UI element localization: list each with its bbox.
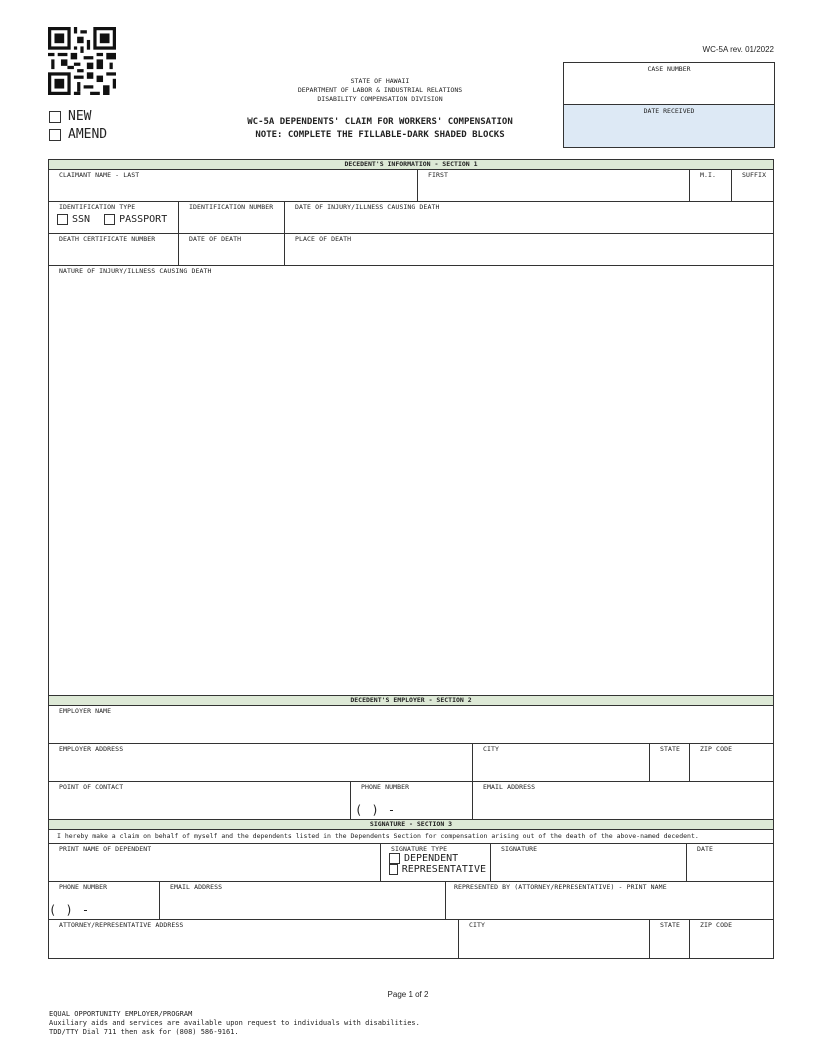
- dependent-row: [49, 844, 773, 882]
- agency-division: DISABILITY COMPENSATION DIVISION: [317, 95, 443, 103]
- case-number-field[interactable]: [564, 63, 774, 105]
- death-cert-field[interactable]: [49, 234, 179, 265]
- suffix-field[interactable]: [732, 170, 773, 201]
- employer-name-field[interactable]: [49, 706, 773, 743]
- signature-type-label: SIGNATURE TYPE: [391, 845, 448, 853]
- death-row: [49, 234, 773, 266]
- claim-form: [48, 159, 774, 959]
- amend-checkbox[interactable]: [49, 129, 61, 141]
- death-date-field[interactable]: [179, 234, 285, 265]
- mi-field[interactable]: [690, 170, 732, 201]
- injury-date-field[interactable]: [285, 202, 773, 233]
- amend-label: AMEND: [68, 127, 108, 142]
- employer-address-field[interactable]: [49, 744, 473, 781]
- attorney-city-field[interactable]: [459, 920, 650, 958]
- claim-statement: I hereby make a claim on behalf of myself and the dependents listed in the Dependents Section for compensation arising out of the death of the above-named decedent.: [49, 830, 773, 844]
- signature-field[interactable]: [491, 844, 687, 881]
- death-place-label: PLACE OF DEATH: [295, 235, 352, 243]
- id-number-field[interactable]: [179, 202, 285, 233]
- new-checkbox[interactable]: [49, 111, 61, 123]
- dependent-phone-field[interactable]: [49, 882, 160, 919]
- print-name-label: PRINT NAME OF DEPENDENT: [59, 845, 152, 853]
- suffix-label: SUFFIX: [742, 171, 767, 179]
- passport-checkbox[interactable]: [104, 214, 115, 225]
- nature-field[interactable]: [49, 266, 773, 695]
- print-name-field[interactable]: [49, 844, 381, 881]
- amend-checkbox-row[interactable]: [49, 127, 107, 142]
- ssn-checkbox[interactable]: [57, 214, 68, 225]
- office-use-box: [563, 62, 775, 148]
- attorney-address-field[interactable]: [49, 920, 459, 958]
- employer-zip-label: ZIP CODE: [700, 745, 733, 753]
- date-received-field[interactable]: [564, 105, 774, 147]
- attorney-state-label: STATE: [660, 921, 681, 929]
- employer-email-label: EMAIL ADDRESS: [483, 783, 536, 791]
- id-number-label: IDENTIFICATION NUMBER: [189, 203, 274, 211]
- footer-eeo: EQUAL OPPORTUNITY EMPLOYER/PROGRAM: [49, 1010, 193, 1018]
- employer-name-label: EMPLOYER NAME: [59, 707, 112, 715]
- agency-department: DEPARTMENT OF LABOR & INDUSTRIAL RELATIONS: [297, 86, 463, 94]
- represented-by-field[interactable]: [446, 882, 773, 919]
- agency-state: STATE OF HAWAII: [350, 77, 410, 85]
- signature-label: SIGNATURE: [501, 845, 538, 853]
- id-type-field: [49, 202, 179, 233]
- death-cert-label: DEATH CERTIFICATE NUMBER: [59, 235, 156, 243]
- representative-checkbox[interactable]: [389, 864, 398, 875]
- employer-name-row: [49, 706, 773, 744]
- form-revision: WC-5A rev. 01/2022: [702, 45, 774, 54]
- representative-label: REPRESENTATIVE: [401, 864, 486, 875]
- signature-type-field: [381, 844, 491, 881]
- representative-option[interactable]: [389, 864, 486, 875]
- id-type-options: [57, 214, 174, 225]
- employer-city-label: CITY: [483, 745, 500, 753]
- employer-zip-field[interactable]: [690, 744, 773, 781]
- employer-state-field[interactable]: [650, 744, 690, 781]
- mi-label: M.I.: [700, 171, 717, 179]
- attorney-city-label: CITY: [469, 921, 486, 929]
- last-name-field[interactable]: [49, 170, 418, 201]
- last-name-label: CLAIMANT NAME - LAST: [59, 171, 140, 179]
- id-type-label: IDENTIFICATION TYPE: [59, 203, 136, 211]
- injury-date-label: DATE OF INJURY/ILLNESS CAUSING DEATH: [295, 203, 440, 211]
- section3-header: SIGNATURE - SECTION 3: [49, 820, 773, 830]
- nature-label: NATURE OF INJURY/ILLNESS CAUSING DEATH: [59, 267, 212, 275]
- employer-address-row: [49, 744, 773, 782]
- form-subtitle: NOTE: COMPLETE THE FILLABLE-DARK SHADED BLOCKS: [255, 130, 505, 140]
- name-row: [49, 170, 773, 202]
- employer-phone-field[interactable]: [351, 782, 473, 819]
- employer-state-label: STATE: [660, 745, 681, 753]
- page-number: Page 1 of 2: [387, 990, 429, 999]
- ssn-label: SSN: [72, 214, 91, 225]
- contact-field[interactable]: [49, 782, 351, 819]
- dependent-email-label: EMAIL ADDRESS: [170, 883, 223, 891]
- dependent-email-field[interactable]: [160, 882, 446, 919]
- attorney-address-row: [49, 920, 773, 958]
- identification-row: [49, 202, 773, 234]
- represented-by-label: REPRESENTED BY (ATTORNEY/REPRESENTATIVE) - PRINT NAME: [454, 883, 667, 891]
- attorney-zip-field[interactable]: [690, 920, 773, 958]
- form-title-block: [200, 116, 560, 142]
- dependent-phone-mask: ( ) -: [49, 903, 91, 917]
- dependent-phone-label: PHONE NUMBER: [59, 883, 108, 891]
- qr-code: [48, 27, 116, 95]
- case-number-label: CASE NUMBER: [647, 65, 691, 73]
- passport-label: PASSPORT: [119, 214, 168, 225]
- agency-block: [230, 77, 530, 104]
- footer-notice: [49, 1010, 420, 1037]
- footer-tty: TDD/TTY Dial 711 then ask for (808) 586-9161.: [49, 1028, 239, 1036]
- attorney-state-field[interactable]: [650, 920, 690, 958]
- death-date-label: DATE OF DEATH: [189, 235, 242, 243]
- dependent-contact-row: [49, 882, 773, 920]
- nature-row: [49, 266, 773, 696]
- contact-label: POINT OF CONTACT: [59, 783, 124, 791]
- dependent-label: DEPENDENT: [404, 853, 459, 864]
- attorney-zip-label: ZIP CODE: [700, 921, 733, 929]
- first-name-label: FIRST: [428, 171, 449, 179]
- form-title: WC-5A DEPENDENTS' CLAIM FOR WORKERS' COMPENSATION: [247, 117, 513, 127]
- sign-date-field[interactable]: [687, 844, 773, 881]
- dependent-option[interactable]: [389, 853, 486, 864]
- sign-date-label: DATE: [697, 845, 714, 853]
- employer-address-label: EMPLOYER ADDRESS: [59, 745, 124, 753]
- employer-city-field[interactable]: [473, 744, 650, 781]
- section2-header: DECEDENT'S EMPLOYER - SECTION 2: [49, 696, 773, 706]
- new-checkbox-row[interactable]: [49, 109, 91, 124]
- new-label: NEW: [68, 109, 92, 124]
- attorney-address-label: ATTORNEY/REPRESENTATIVE ADDRESS: [59, 921, 184, 929]
- employer-phone-label: PHONE NUMBER: [361, 783, 410, 791]
- employer-email-field[interactable]: [473, 782, 773, 819]
- date-received-label: DATE RECEIVED: [643, 107, 695, 115]
- first-name-field[interactable]: [418, 170, 690, 201]
- section1-header: DECEDENT'S INFORMATION - SECTION 1: [49, 160, 773, 170]
- contact-row: [49, 782, 773, 820]
- employer-phone-mask: ( ) -: [355, 803, 397, 817]
- footer-aids: Auxiliary aids and services are available upon request to individuals with disabilities.: [49, 1019, 420, 1027]
- dependent-checkbox[interactable]: [389, 853, 400, 864]
- death-place-field[interactable]: [285, 234, 773, 265]
